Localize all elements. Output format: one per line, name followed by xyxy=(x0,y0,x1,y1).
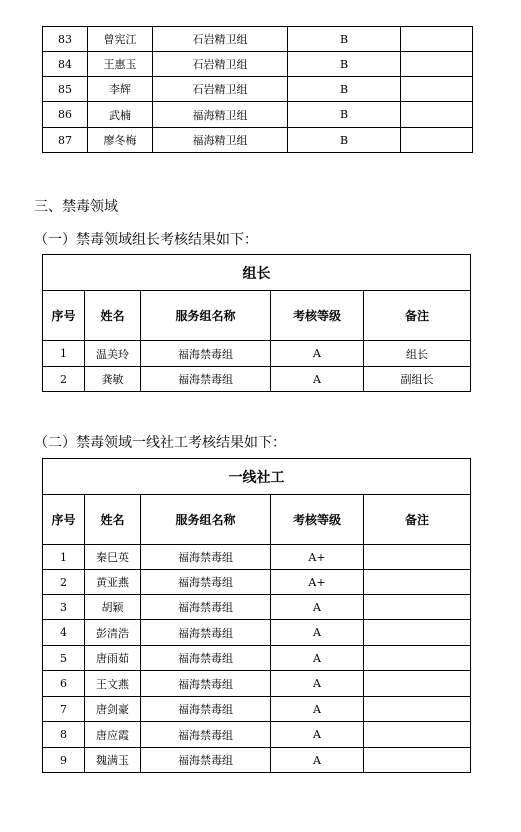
cell-name: 廖冬梅 xyxy=(88,128,153,153)
cell-grade: B xyxy=(288,102,401,128)
cell-name: 武楠 xyxy=(88,102,153,128)
table-row xyxy=(43,102,473,128)
cell-name: 王文燕 xyxy=(85,671,141,697)
cell-number: 3 xyxy=(43,595,85,620)
cell-grade: A xyxy=(271,367,364,392)
cell-number: 83 xyxy=(43,27,88,52)
table-social-workers xyxy=(42,458,471,773)
cell-number: 1 xyxy=(43,545,85,570)
table-row xyxy=(43,367,471,392)
column-header-name: 姓名 xyxy=(85,495,141,545)
cell-grade: B xyxy=(288,128,401,153)
cell-name: 彭清浩 xyxy=(85,620,141,646)
table-leaders xyxy=(42,254,471,392)
table-body xyxy=(43,27,473,153)
table-body xyxy=(43,341,471,392)
cell-name: 魏满玉 xyxy=(85,748,141,773)
column-header-group: 服务组名称 xyxy=(141,495,271,545)
cell-remark xyxy=(401,102,473,128)
table-jingwei-continued xyxy=(42,26,473,153)
table-row xyxy=(43,77,473,102)
cell-grade: A xyxy=(271,748,364,773)
column-header-name: 姓名 xyxy=(85,291,141,341)
cell-name: 温美玲 xyxy=(85,341,141,367)
cell-group: 福海禁毒组 xyxy=(141,697,271,722)
table-row xyxy=(43,570,471,595)
cell-remark xyxy=(364,620,471,646)
cell-number: 1 xyxy=(43,341,85,367)
cell-grade: A xyxy=(271,722,364,748)
cell-remark xyxy=(364,570,471,595)
subsection-heading-social-workers: （二）禁毒领域一线社工考核结果如下： xyxy=(34,435,286,451)
cell-group: 福海禁毒组 xyxy=(141,545,271,570)
cell-grade: A xyxy=(271,595,364,620)
cell-grade: A xyxy=(271,341,364,367)
cell-remark xyxy=(364,545,471,570)
cell-remark: 副组长 xyxy=(364,367,471,392)
column-header-number: 序号 xyxy=(43,291,85,341)
table-row xyxy=(43,595,471,620)
cell-grade: A xyxy=(271,620,364,646)
cell-number: 6 xyxy=(43,671,85,697)
table-row xyxy=(43,620,471,646)
table-row xyxy=(43,341,471,367)
cell-group: 石岩精卫组 xyxy=(153,52,288,77)
cell-group: 福海禁毒组 xyxy=(141,748,271,773)
cell-number: 4 xyxy=(43,620,85,646)
cell-group: 福海精卫组 xyxy=(153,128,288,153)
cell-number: 8 xyxy=(43,722,85,748)
column-header-group: 服务组名称 xyxy=(141,291,271,341)
cell-remark: 组长 xyxy=(364,341,471,367)
table-title: 一线社工 xyxy=(43,459,471,495)
table-head xyxy=(43,255,471,341)
cell-number: 5 xyxy=(43,646,85,671)
table-row xyxy=(43,52,473,77)
column-header-grade: 考核等级 xyxy=(271,291,364,341)
column-header-remark: 备注 xyxy=(364,291,471,341)
table-row xyxy=(43,671,471,697)
cell-grade: B xyxy=(288,77,401,102)
cell-number: 86 xyxy=(43,102,88,128)
cell-remark xyxy=(364,697,471,722)
table-title: 组长 xyxy=(43,255,471,291)
cell-grade: A xyxy=(271,697,364,722)
table-row xyxy=(43,697,471,722)
cell-grade: B xyxy=(288,52,401,77)
cell-number: 85 xyxy=(43,77,88,102)
cell-remark xyxy=(401,27,473,52)
cell-grade: A+ xyxy=(271,545,364,570)
cell-remark xyxy=(401,52,473,77)
column-header-grade: 考核等级 xyxy=(271,495,364,545)
cell-group: 石岩精卫组 xyxy=(153,27,288,52)
cell-remark xyxy=(401,77,473,102)
cell-group: 福海禁毒组 xyxy=(141,620,271,646)
cell-group: 福海禁毒组 xyxy=(141,646,271,671)
table-row xyxy=(43,722,471,748)
cell-number: 7 xyxy=(43,697,85,722)
cell-group: 福海禁毒组 xyxy=(141,722,271,748)
cell-group: 福海禁毒组 xyxy=(141,341,271,367)
column-header-remark: 备注 xyxy=(364,495,471,545)
cell-remark xyxy=(364,671,471,697)
cell-name: 龚敏 xyxy=(85,367,141,392)
table-head xyxy=(43,459,471,545)
table-row xyxy=(43,27,473,52)
cell-number: 84 xyxy=(43,52,88,77)
cell-group: 福海禁毒组 xyxy=(141,367,271,392)
table-header-row xyxy=(43,291,471,341)
cell-remark xyxy=(364,722,471,748)
cell-name: 唐雨茹 xyxy=(85,646,141,671)
cell-grade: A+ xyxy=(271,570,364,595)
table-row xyxy=(43,748,471,773)
table-row xyxy=(43,128,473,153)
cell-group: 福海禁毒组 xyxy=(141,595,271,620)
section-heading: 三、禁毒领域 xyxy=(34,199,118,215)
cell-grade: B xyxy=(288,27,401,52)
cell-remark xyxy=(364,595,471,620)
table-title-row xyxy=(43,255,471,291)
column-header-number: 序号 xyxy=(43,495,85,545)
cell-number: 87 xyxy=(43,128,88,153)
table-row xyxy=(43,646,471,671)
cell-group: 福海禁毒组 xyxy=(141,671,271,697)
cell-remark xyxy=(364,748,471,773)
cell-name: 王惠玉 xyxy=(88,52,153,77)
cell-number: 9 xyxy=(43,748,85,773)
cell-name: 曾宪江 xyxy=(88,27,153,52)
table-header-row xyxy=(43,495,471,545)
cell-group: 福海禁毒组 xyxy=(141,570,271,595)
subsection-heading-leaders: （一）禁毒领域组长考核结果如下： xyxy=(34,232,258,248)
cell-name: 黄亚燕 xyxy=(85,570,141,595)
cell-remark xyxy=(364,646,471,671)
cell-name: 唐应霞 xyxy=(85,722,141,748)
cell-name: 秦巳英 xyxy=(85,545,141,570)
cell-group: 福海精卫组 xyxy=(153,102,288,128)
table-body xyxy=(43,545,471,773)
cell-grade: A xyxy=(271,646,364,671)
table-row xyxy=(43,545,471,570)
cell-name: 胡颖 xyxy=(85,595,141,620)
cell-grade: A xyxy=(271,671,364,697)
cell-group: 石岩精卫组 xyxy=(153,77,288,102)
cell-name: 唐剑豪 xyxy=(85,697,141,722)
cell-number: 2 xyxy=(43,367,85,392)
cell-name: 李辉 xyxy=(88,77,153,102)
table-title-row xyxy=(43,459,471,495)
cell-number: 2 xyxy=(43,570,85,595)
cell-remark xyxy=(401,128,473,153)
